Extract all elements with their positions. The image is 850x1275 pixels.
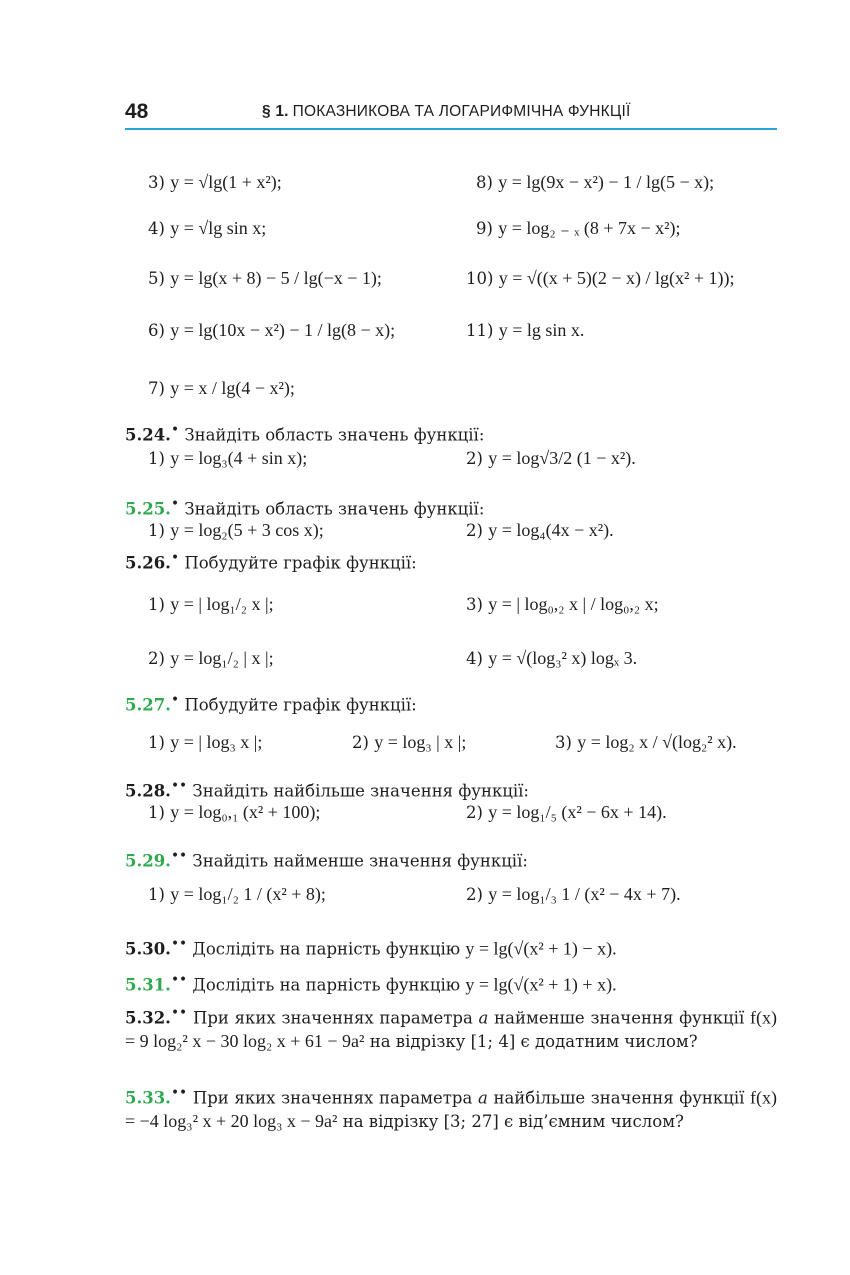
list-item: 9) y = log₂ ₋ ₓ (8 + 7x − x²);	[476, 218, 681, 238]
problem-heading: 5.28.•• Знайдіть найбільше значення функції:	[125, 778, 529, 801]
list-item: 2) y = log₄(4x − x²).	[466, 520, 614, 540]
list-item: 3) y = log₂ x / √(log₂² x).	[555, 732, 737, 752]
problem-paragraph: 5.32.•• При яких значеннях параметра a найменше значення функції f(x) = 9 log₂² x − 30 log₂ x + 61 − 9a² на відрізку [1; 4] є додатним числом?	[125, 1005, 777, 1051]
list-item: 3) y = √lg(1 + x²);	[148, 172, 282, 192]
problem-heading: 5.24.• Знайдіть область значень функції:	[125, 422, 485, 445]
list-item: 1) y = | log₁/₂ x |;	[148, 594, 274, 614]
problem-paragraph: 5.33.•• При яких значеннях параметра a найбільше значення функції f(x) = −4 log₃² x + 20 log₃ x − 9a² на відрізку [3; 27] є від’ємним числом?	[125, 1085, 778, 1131]
problem-heading: 5.27.• Побудуйте графік функції:	[125, 692, 417, 715]
list-item: 4) y = √(log₃² x) logₓ 3.	[466, 648, 638, 668]
header-rule	[125, 128, 777, 130]
list-item: 3) y = | log₀,₂ x | / log₀,₂ x;	[466, 594, 659, 614]
list-item: 1) y = log₀,₁ (x² + 100);	[148, 802, 321, 822]
list-item: 2) y = log₁/₅ (x² − 6x + 14).	[466, 802, 667, 822]
problem-heading: 5.31.•• Дослідіть на парність функцію y = lg(√(x² + 1) + x).	[125, 972, 617, 995]
list-item: 2) y = log₃ | x |;	[352, 732, 467, 752]
running-head	[262, 103, 631, 121]
list-item: 6) y = lg(10x − x²) − 1 / lg(8 − x);	[148, 320, 396, 340]
list-item: 7) y = x / lg(4 − x²);	[148, 378, 295, 398]
list-item: 1) y = log₂(5 + 3 cos x);	[148, 520, 324, 540]
list-item: 1) y = log₁/₂ 1 / (x² + 8);	[148, 884, 326, 904]
list-item: 2) y = log₁/₃ 1 / (x² − 4x + 7).	[466, 884, 681, 904]
problem-heading: 5.25.• Знайдіть область значень функції:	[125, 496, 485, 519]
problem-heading: 5.30.•• Дослідіть на парність функцію y = lg(√(x² + 1) − x).	[125, 936, 617, 959]
list-item: 4) y = √lg sin x;	[148, 218, 267, 238]
list-item: 8) y = lg(9x − x²) − 1 / lg(5 − x);	[476, 172, 715, 192]
list-item: 1) y = log₃(4 + sin x);	[148, 448, 308, 468]
section-mark: § 1.	[262, 103, 289, 120]
section-title: ПОКАЗНИКОВА ТА ЛОГАРИФМІЧНА ФУНКЦІЇ	[292, 103, 631, 120]
list-item: 2) y = log√3/2 (1 − x²).	[466, 448, 636, 468]
list-item: 1) y = | log₃ x |;	[148, 732, 263, 752]
list-item: 10) y = √((x + 5)(2 − x) / lg(x² + 1));	[466, 268, 735, 288]
problem-heading: 5.26.• Побудуйте графік функції:	[125, 550, 417, 573]
list-item: 2) y = log₁/₂ | x |;	[148, 648, 274, 668]
problem-heading: 5.29.•• Знайдіть найменше значення функції:	[125, 848, 528, 871]
list-item: 11) y = lg sin x.	[466, 320, 585, 340]
page-number: 48	[125, 100, 149, 123]
list-item: 5) y = lg(x + 8) − 5 / lg(−x − 1);	[148, 268, 382, 288]
